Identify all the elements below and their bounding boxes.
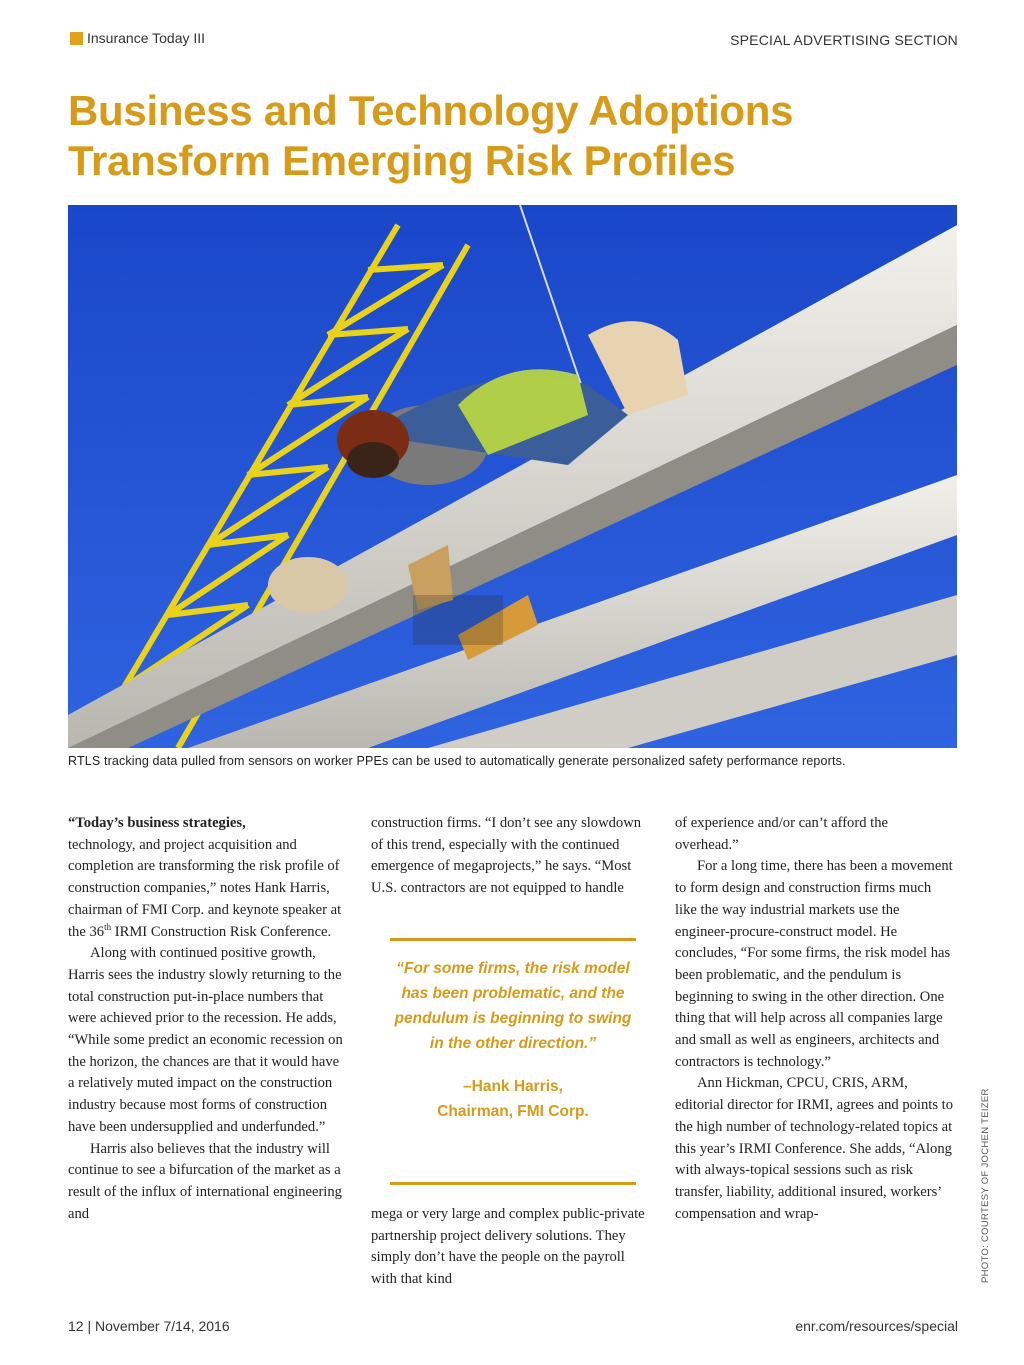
pull-quote-text: “For some firms, the risk model has been problematic, and the pendulum is beginning to swing in the other direction.” (394, 960, 632, 1052)
column-3-paragraph-2: For a long time, there has been a movement to form design and construction firms much like the way industrial markets use the engineer-procure-construct model. He concludes, “For some firms, the risk model has been problematic, and the pendulum is beginning to swing in the other direction. One thing that will help across all companies large and small as well as engineers, architects and contractors is technology.” (675, 858, 953, 1070)
paragraph-3: Harris also believes that the industry will continue to see a bifurcation of the market as a result of the influx of international engineering and (68, 1140, 342, 1222)
page-number-date: 12 | November 7/14, 2016 (68, 1318, 230, 1334)
construction-worker-photo (68, 205, 957, 748)
title-line-2: Transform Emerging Risk Profiles (68, 137, 736, 184)
article-title (68, 86, 968, 186)
column-3-paragraph-3: Ann Hickman, CPCU, CRIS, ARM, editorial director for IRMI, agrees and points to the high number of technology-related topics at this year’s IRMI Conference. She adds, “Along with always-topical sessions such as risk transfer, liability, additional insured, workers’ compensation and wrap- (675, 1075, 954, 1222)
column-3-paragraph-1: of experience and/or can’t afford the overhead.” (675, 815, 888, 853)
pull-quote-top-rule (390, 938, 636, 941)
article-column-1 (68, 813, 346, 1225)
paragraph-1 (68, 813, 346, 943)
column-2-text-bottom: mega or very large and complex public-private partnership project delivery solutions. They simply don’t have the people on the payroll with that kind (371, 1206, 645, 1288)
ordinal-suffix: th (104, 921, 112, 932)
article-column-3 (675, 813, 953, 1225)
paragraph-1-text: technology, and project acquisition and completion are transforming the risk profile of construction companies,” notes Hank Harris, chairman of FMI Corp. and keynote speaker at the 36 (68, 836, 342, 940)
footer-url: enr.com/resources/special (795, 1318, 958, 1334)
column-2-text-top: construction firms. “I don’t see any slowdown of this trend, especially with the continued emergence of megaprojects,” he says. “Most U.S. contractors are not equipped to handle (371, 815, 642, 897)
special-section-label: SPECIAL ADVERTISING SECTION (730, 32, 958, 48)
photo-caption: RTLS tracking data pulled from sensors on worker PPEs can be used to automatically generate personalized safety performance reports. (68, 754, 846, 768)
lead-in: “Today’s business strategies, (68, 815, 246, 831)
pull-quote-attribution (390, 1074, 636, 1124)
photo-illustration (68, 205, 957, 748)
section-square-icon (70, 32, 83, 45)
pull-quote-bottom-rule (390, 1182, 636, 1185)
paragraph-2: Along with continued positive growth, Harris sees the industry slowly returning to the total construction put-in-place numbers that were achieved prior to the recession. He adds, “While some predict an economic recession on the horizon, the chances are that it would have a relatively muted impact on the construction industry because most forms of construction have been undersupplied and underfunded.” (68, 945, 343, 1135)
photo-credit: PHOTO: COURTESY OF JOCHEN TEIZER (980, 1088, 991, 1283)
article-column-2-bottom (371, 1204, 649, 1291)
article-column-2-top (371, 813, 649, 900)
paragraph-1-end: IRMI Construction Risk Conference. (111, 923, 332, 940)
attribution-name: –Hank Harris, (463, 1078, 563, 1095)
title-line-1: Business and Technology Adoptions (68, 87, 794, 134)
section-name: Insurance Today III (87, 30, 206, 46)
section-tag (70, 30, 205, 46)
attribution-title: Chairman, FMI Corp. (437, 1103, 589, 1120)
pull-quote (390, 938, 636, 1124)
